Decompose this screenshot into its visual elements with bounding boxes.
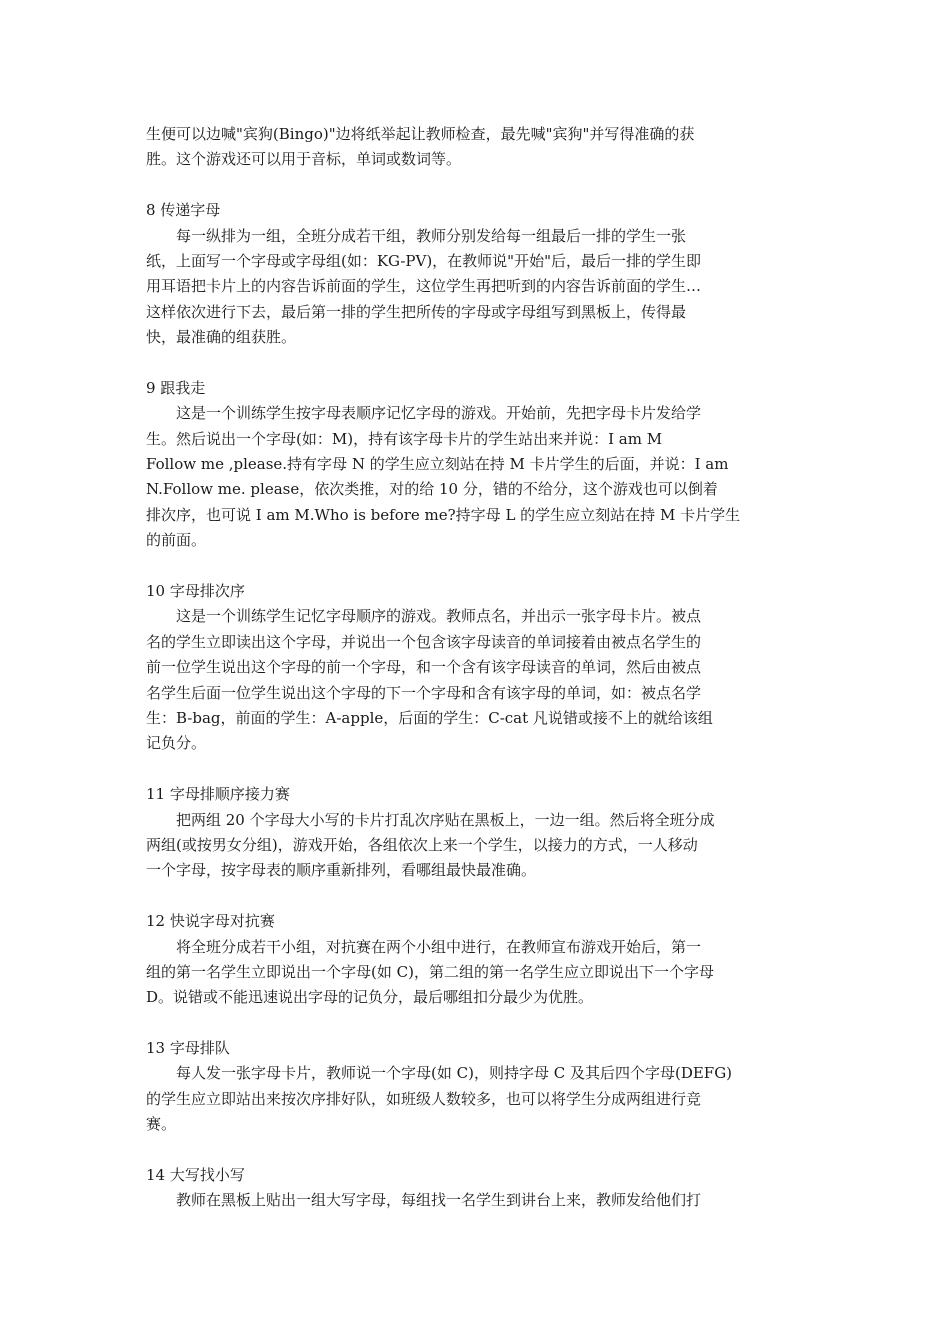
paragraph-line: 这是一个训练学生记忆字母顺序的游戏。教师点名，并出示一张字母卡片。被点: [146, 607, 702, 626]
section-heading-14: 14 大写找小写: [146, 1166, 245, 1185]
paragraph-line: 的学生应立即站出来按次序排好队，如班级人数较多，也可以将学生分成两组进行竞: [146, 1089, 702, 1108]
document-body: [146, 122, 786, 1214]
paragraph-line: 这样依次进行下去，最后第一排的学生把所传的字母或字母组写到黑板上，传得最: [146, 302, 687, 321]
paragraph-line: 记负分。: [146, 734, 207, 753]
intro-line: 生便可以边喊"宾狗(Bingo)"边将纸举起让教师检查，最先喊"宾狗"并写得准确的获: [146, 125, 695, 143]
section-heading-11: 11 字母排顺序接力赛: [146, 785, 290, 804]
paragraph-line: Follow me ,please.持有字母 N 的学生应立刻站在持 M 卡片学生的后面，并说：I am: [146, 455, 729, 474]
paragraph-line: 赛。: [146, 1115, 177, 1134]
paragraph-line: 两组(或按男女分组)，游戏开始，各组依次上来一个学生，以接力的方式，一人移动: [146, 835, 698, 854]
paragraph-gap: [146, 757, 786, 782]
paragraph-line: 教师在黑板上贴出一组大写字母，每组找一名学生到讲台上来，教师发给他们打: [146, 1191, 702, 1210]
paragraph-line: 生：B-bag，前面的学生：A-apple，后面的学生：C-cat 凡说错或接不上的就给该组: [146, 708, 713, 727]
paragraph-line: 一个字母，按字母表的顺序重新排列，看哪组最快最准确。: [146, 861, 537, 880]
paragraph-gap: [146, 351, 786, 376]
paragraph-line: 用耳语把卡片上的内容告诉前面的学生，这位学生再把听到的内容告诉前面的学生…: [146, 277, 702, 296]
paragraph-line: 这是一个训练学生按字母表顺序记忆字母的游戏。开始前，先把字母卡片发给学: [146, 404, 702, 423]
section-heading-13: 13 字母排队: [146, 1039, 230, 1058]
section-heading-10: 10 字母排次序: [146, 582, 245, 601]
paragraph-line: 每人发一张字母卡片，教师说一个字母(如 C)，则持字母 C 及其后四个字母(DEFG): [146, 1064, 733, 1083]
paragraph-line: 生。然后说出一个字母(如：M)，持有该字母卡片的学生站出来并说：I am M: [146, 429, 663, 448]
paragraph-line: 排次序，也可说 I am M.Who is before me?持字母 L 的学生应立刻站在持 M 卡片学生: [146, 505, 741, 524]
paragraph-line: 快，最准确的组获胜。: [146, 328, 297, 347]
paragraph-line: 前一位学生说出这个字母的前一个字母，和一个含有该字母读音的单词，然后由被点: [146, 658, 702, 677]
paragraph-gap: [146, 884, 786, 909]
paragraph-line: 的前面。: [146, 531, 207, 550]
paragraph-line: 组的第一名学生立即说出一个字母(如 C)，第二组的第一名学生应立即说出下一个字母: [146, 962, 714, 981]
paragraph-line: 将全班分成若干小组，对抗赛在两个小组中进行，在教师宣布游戏开始后，第一: [146, 937, 702, 956]
paragraph-line: D。说错或不能迅速说出字母的记负分，最后哪组扣分最少为优胜。: [146, 988, 594, 1007]
paragraph-line: 纸，上面写一个字母或字母组(如：KG-PV)，在教师说"开始"后，最后一排的学生即: [146, 251, 701, 270]
paragraph-gap: [146, 173, 786, 198]
paragraph-gap: [146, 554, 786, 579]
paragraph-line: 把两组 20 个字母大小写的卡片打乱次序贴在黑板上，一边一组。然后将全班分成: [146, 810, 715, 829]
paragraph-line: 每一纵排为一组，全班分成若干组，教师分别发给每一组最后一排的学生一张: [146, 226, 687, 245]
section-heading-12: 12 快说字母对抗赛: [146, 912, 275, 931]
paragraph-gap: [146, 1138, 786, 1163]
section-heading-8: 8 传递字母: [146, 201, 221, 220]
intro-line: 胜。这个游戏还可以用于音标，单词或数词等。: [146, 150, 462, 169]
paragraph-line: N.Follow me. please，依次类推，对的给 10 分，错的不给分，这个游戏也可以倒着: [146, 480, 718, 499]
paragraph-gap: [146, 1011, 786, 1036]
section-heading-9: 9 跟我走: [146, 378, 206, 397]
paragraph-line: 名学生后面一位学生说出这个字母的下一个字母和含有该字母的单词，如：被点名学: [146, 683, 702, 702]
paragraph-line: 名的学生立即读出这个字母，并说出一个包含该字母读音的单词接着由被点名学生的: [146, 632, 702, 651]
